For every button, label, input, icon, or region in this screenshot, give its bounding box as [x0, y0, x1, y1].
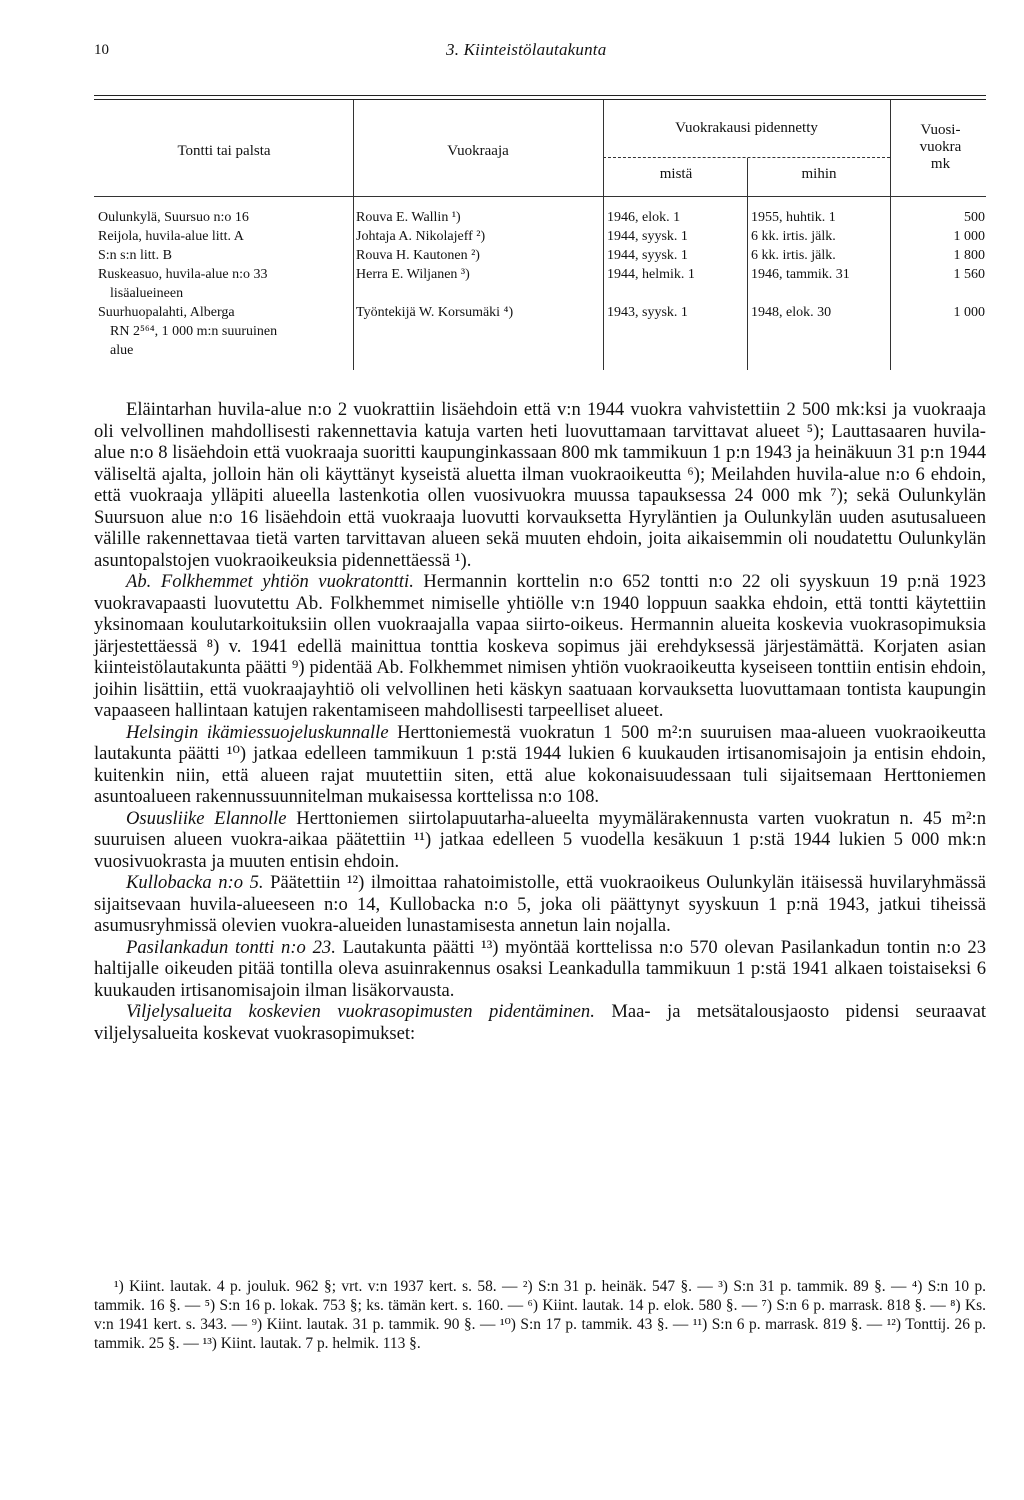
paragraph: Pasilankadun tontti n:o 23. Lautakunta päätti ¹³) myöntää korttelissa n:o 570 olevan Pasilankadun tontin n:o 23 haltijalle oikeuden pitää tontilla oleva asuinrakennus osaksi Leankadulla tammikuun 1 p:stä 1941 alkaen toistaiseksi 6 kuukauden irtisanomisajoin ilman lisäkorvausta. — [94, 936, 986, 1001]
cell-lessee: Rouva E. Wallin ¹) — [356, 210, 461, 225]
cell-rent: 1 000 — [953, 229, 985, 244]
page-number: 10 — [94, 42, 109, 58]
cell-from: 1943, syysk. 1 — [607, 305, 688, 320]
paragraph: Viljelysalueita koskevien vuokrasopimusten pidentäminen. Maa- ja metsätalousjaosto pidensi seuraavat viljelysalueita koskevat vuokrasopimukset: — [94, 1001, 986, 1044]
paragraph-lead: Pasilankadun tontti n:o 23. — [126, 936, 336, 958]
cell-to: 1948, elok. 30 — [751, 305, 832, 320]
col-header-to: mihin — [801, 166, 837, 182]
col-header-lessee: Vuokraaja — [447, 143, 509, 159]
cell-to: 6 kk. irtis. jälk. — [751, 229, 836, 244]
paragraph: Ab. Folkhemmet yhtiön vuokratontti. Hermannin korttelin n:o 652 tontti n:o 22 oli syyskuun 19 p:nä 1923 vuokravapaasti luovutettu Ab. Folkhemmet nimiselle yhtiölle v:n 1940 loppuun saakka ehdoin, että tontti käytettiin yksinomaan koulutarkoituksiin ollen vuokraajalla vapaa siirto-oikeus. Hermannin alueita koskevia vuokrasopimuksia järjestettäessä ⁸) v. 1941 edellä mainittua tonttia koskeva sopimus jäi erehdyksessä järjestämättä. Korjaten asian kiinteistölautakunta päätti ⁹) pidentää Ab. Folkhemmet nimisen yhtiön vuokraoikeutta kyseiseen tonttiin entisin ehdoin, joihin lisättiin, että vuokraajayhtiö oli velvollinen heti käskyn saatuaan korvauksetta luovuttamaan tontista kaupungin vapaaseen hallintaan katujen rakentamiseen mahdollisesti tarpeelliset alueet. — [94, 571, 986, 721]
paragraph-lead: Osuusliike Elannolle — [126, 807, 287, 829]
cell-lessee: Herra E. Wiljanen ³) — [356, 267, 470, 282]
cell-plot-cont: RN 2⁵⁶⁴, 1 000 m:n suuruinen — [110, 324, 278, 339]
paragraph-lead: Ab. Folkhemmet yhtiön vuokratontti. — [126, 571, 414, 592]
cell-plot: Oulunkylä, Suursuo n:o 16 — [98, 210, 249, 225]
running-title: 3. Kiinteistölautakunta — [446, 40, 607, 59]
paragraph-lead: Kullobacka n:o 5. — [126, 872, 264, 893]
cell-plot: Ruskeasuo, huvila-alue n:o 33 — [98, 267, 268, 282]
cell-rent: 1 800 — [953, 248, 985, 263]
cell-rent: 1 560 — [953, 267, 985, 282]
cell-plot-cont: alue — [110, 343, 134, 358]
cell-plot: S:n s:n litt. B — [98, 248, 172, 263]
cell-from: 1944, syysk. 1 — [607, 248, 688, 263]
body-text — [94, 399, 986, 1044]
table-divider — [747, 158, 748, 370]
paragraph: Kullobacka n:o 5. Päätettiin ¹²) ilmoittaa rahatoimistolle, että vuokraoikeus Oulunkylän itäisessä huvilaryhmässä sijaitsevaan huvila-alueeseen n:o 14, Kullobacka n:o 5, joka oli päättynyt syyskuun 1 p:nä 1943, jatkui tiheissä asumusryhmissä olevien vuokra-alueiden lunastamisesta annetun lain nojalla. — [94, 872, 986, 936]
paragraph: Eläintarhan huvila-alue n:o 2 vuokrattiin lisäehdoin että v:n 1944 vuokra vahvistettiin 2 500 mk:ksi ja vuokraaja oli velvollinen mahdollisesti rakennettavia katuja varten heti luovuttamaan tarvittavat alueet ⁵); Lauttasaaren huvila-alue n:o 8 lisäehdoin että vuokraaja suoritti kaupunginkassaan 800 mk tammikuun 1 p:n 1943 ja heinäkuun 31 p:n 1944 väliseltä ajalta, jolloin hän oli käyttänyt kyseistä aluetta ilman vuokraoikeutta ⁶); Meilahden huvila-alue n:o 6 ehdoin, että vuokraaja ylläpiti alueella lastenkotia ollen vuosivuokra muussa tapauksessa 24 000 mk ⁷); sekä Oulunkylän Suursuon alue n:o 16 lisäehdoin että vuokraaja luovutti korvauksetta Hyryläntien ja Oulunkylän uuden asutusalueen välille rakennettavaa tietä varten tarvittavan alueen sekä muuten ehdoin, joita aikaisemmin oli noudatettu Oulunkylän asuntopalstojen vuokraoikeuksia pidennettäessä ¹). — [94, 399, 986, 571]
col-header-plot: Tontti tai palsta — [177, 143, 271, 159]
cell-lessee: Johtaja A. Nikolajeff ²) — [356, 229, 486, 244]
cell-plot: Suurhuopalahti, Alberga — [98, 305, 235, 320]
cell-plot-cont: lisäalueineen — [110, 286, 184, 301]
footnote-text: ¹) Kiint. lautak. 4 p. jouluk. 962 §; vrt. v:n 1937 kert. s. 58. — ²) S:n 31 p. heinäk. 547 §. — ³) S:n 31 p. tammik. 89 §. — ⁴) S:n 10 p. tammik. 16 §. — ⁵) S:n 16 p. lokak. 753 §; ks. tämän kert. s. 160. — ⁶) Kiint. lautak. 14 p. elok. 580 §. — ⁷) S:n 6 p. marrask. 818 §. — ⁸) Ks. v:n 1941 kert. s. 343. — ⁹) Kiint. lautak. 31 p. tammik. 90 §. — ¹⁰) S:n 17 p. tammik. 43 §. — ¹¹) S:n 6 p. marrask. 819 §. — ¹²) Tonttij. 26 p. tammik. 25 §. — ¹³) Kiint. lautak. 7 p. helmik. 113 §. — [94, 1278, 986, 1352]
cell-to: 1946, tammik. 31 — [751, 267, 850, 282]
table-divider — [603, 100, 604, 370]
paragraph: Osuusliike Elannolle Herttoniemen siirtolapuutarha-alueelta myymälärakennusta varten vuokratun n. 45 m²:n suuruisen alueen vuokra-aikaa päätettiin ¹¹) jatkaa edelleen 5 vuodella kesäkuun 1 p:stä 1944 lukien 5 000 mk:n vuosivuokrasta ja muuten entisin ehdoin. — [94, 807, 986, 872]
paragraph-lead: Helsingin ikämiessuojeluskunnalle — [126, 721, 389, 743]
cell-lessee: Rouva H. Kautonen ²) — [356, 248, 480, 263]
cell-from: 1946, elok. 1 — [607, 210, 681, 225]
paragraph: Helsingin ikämiessuojeluskunnalle Herttoniemestä vuokratun 1 500 m²:n suuruisen maa-alueen vuokraoikeutta lautakunta päätti ¹⁰) jatkaa edelleen tammikuun 1 p:stä 1944 lukien 6 kuukauden irtisanomisajoin ja entisin ehdoin, kuitenkin niin, että alueen rajat muutettiin siten, että alue kokonaisuudessaan tuli sijaitsemaan Herttoniemen asuntoalueen rakennussuunnitelman mukaisessa korttelissa n:o 108. — [94, 721, 986, 807]
table-top-rule — [94, 95, 986, 96]
col-header-period: Vuokrakausi pidennetty — [675, 120, 818, 136]
table-header-rule — [94, 196, 986, 197]
col-header-annual-rent: Vuosi- vuokra mk — [919, 122, 962, 172]
cell-to: 6 kk. irtis. jälk. — [751, 248, 836, 263]
table-header-subrule — [603, 157, 890, 158]
cell-lessee: Työntekijä W. Korsumäki ⁴) — [356, 305, 514, 320]
cell-from: 1944, helmik. 1 — [607, 267, 695, 282]
footnotes — [94, 1277, 986, 1353]
cell-rent: 1 000 — [953, 305, 985, 320]
paragraph-lead: Viljelysalueita koskevien vuokrasopimusten pidentäminen. — [126, 1001, 595, 1022]
cell-rent: 500 — [964, 210, 985, 225]
cell-plot: Reijola, huvila-alue litt. A — [98, 229, 244, 244]
table-top-rule-thin — [94, 99, 986, 100]
cell-from: 1944, syysk. 1 — [607, 229, 688, 244]
table-divider — [353, 100, 354, 370]
col-header-from: mistä — [659, 166, 693, 182]
cell-to: 1955, huhtik. 1 — [751, 210, 836, 225]
table-divider — [890, 100, 891, 370]
